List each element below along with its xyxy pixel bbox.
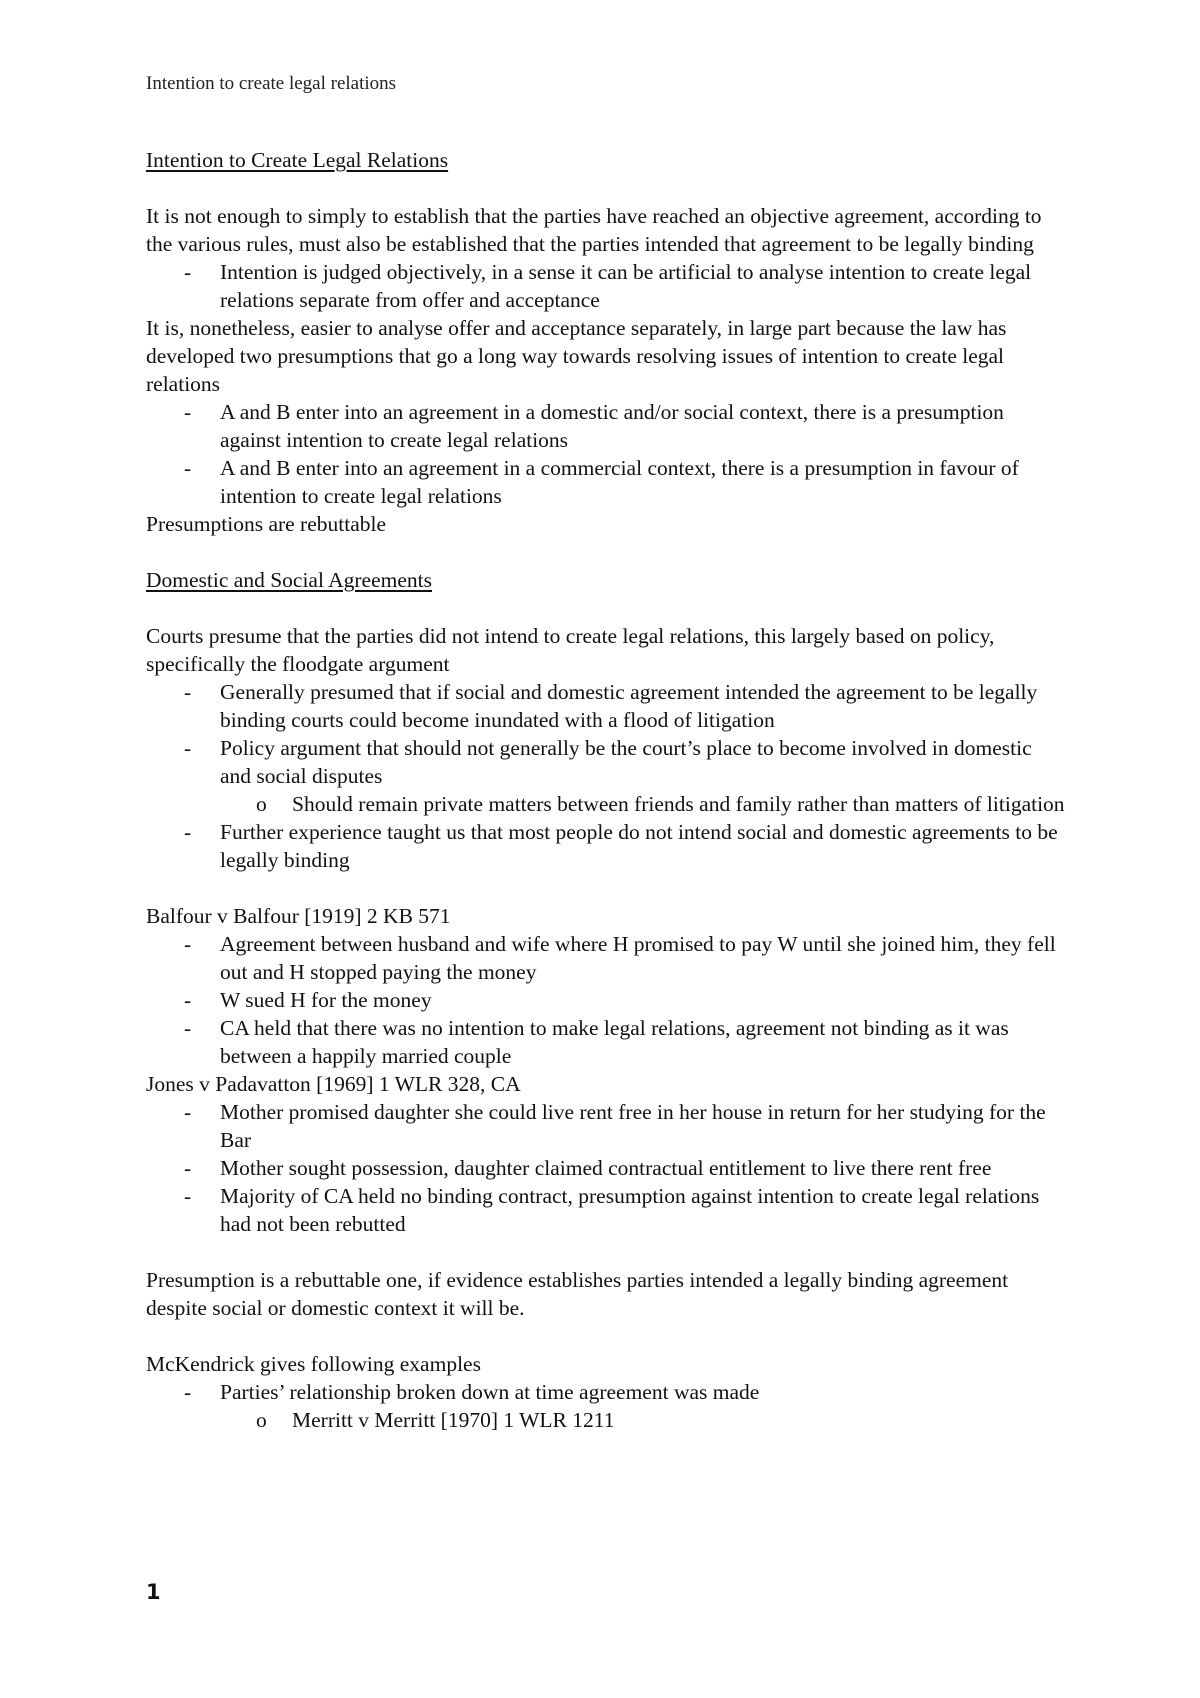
bullet-text: Intention is judged objectively, in a sense it can be artificial to analyse intention to create legal relations separate from offer and acceptance [220,260,1032,312]
bullet-item [146,398,1066,454]
bullet-item [146,1014,1066,1070]
bullet-text: A and B enter into an agreement in a domestic and/or social context, there is a presumption against intention to create legal relations [220,400,1004,452]
bullet-item [146,454,1066,510]
bullet-text: Generally presumed that if social and domestic agreement intended the agreement to be legally binding courts could become inundated with a flood of litigation [220,680,1038,732]
blank-line [146,174,1066,202]
bullet-item [146,678,1066,734]
case-title-balfour: Balfour v Balfour [1919] 2 KB 571 [146,904,451,928]
dash-marker: - [184,820,192,844]
bullet-text: W sued H for the money [220,988,432,1012]
blank-line [146,1322,1066,1350]
dash-marker: - [184,1016,192,1040]
section-heading-intention: Intention to Create Legal Relations [146,148,449,172]
bullet-text: Mother promised daughter she could live rent free in her house in return for her studying for the Bar [220,1100,1046,1152]
bullet-item [146,1182,1066,1238]
circle-marker: o [256,792,267,816]
case-title-jones: Jones v Padavatton [1969] 1 WLR 328, CA [146,1072,521,1096]
bullet-text: Agreement between husband and wife where H promised to pay W until she joined him, they fell out and H stopped paying the money [220,932,1056,984]
sub-bullet-text: Merritt v Merritt [1970] 1 WLR 1211 [292,1408,615,1432]
bullet-text: Policy argument that should not generally be the court’s place to become involved in domestic and social disputes [220,736,1032,788]
running-header: Intention to create legal relations [146,73,397,94]
bullet-item [146,1098,1066,1154]
sub-bullet-item [146,790,1066,818]
bullet-item [146,734,1066,790]
courts-presume-paragraph: Courts presume that the parties did not intend to create legal relations, this largely based on policy, specifically the floodgate argument [146,624,995,676]
bullet-item [146,1378,1066,1406]
bullet-text: CA held that there was no intention to make legal relations, agreement not binding as it was between a happily married couple [220,1016,1009,1068]
page-number: 1 [146,1580,161,1604]
bullet-text: A and B enter into an agreement in a commercial context, there is a presumption in favour of intention to create legal relations [220,456,1019,508]
bullet-item [146,930,1066,986]
page-content [146,146,1066,1434]
blank-line [146,594,1066,622]
bullet-text: Mother sought possession, daughter claimed contractual entitlement to live there rent free [220,1156,992,1180]
dash-marker: - [184,680,192,704]
bullet-item [146,986,1066,1014]
bullet-text: Further experience taught us that most people do not intend social and domestic agreements to be legally binding [220,820,1058,872]
blank-line [146,538,1066,566]
bullet-item [146,1154,1066,1182]
bullet-item [146,258,1066,314]
dash-marker: - [184,988,192,1012]
rebuttable-one-paragraph: Presumption is a rebuttable one, if evidence establishes parties intended a legally binding agreement despite social or domestic context it will be. [146,1268,1009,1320]
mckendrick-intro: McKendrick gives following examples [146,1352,481,1376]
blank-line [146,1238,1066,1266]
dash-marker: - [184,260,192,284]
blank-line [146,874,1066,902]
presumptions-paragraph: It is, nonetheless, easier to analyse offer and acceptance separately, in large part because the law has developed two presumptions that go a long way towards resolving issues of intention to create legal relations [146,316,1007,396]
dash-marker: - [184,1156,192,1180]
bullet-text: Parties’ relationship broken down at time agreement was made [220,1380,760,1404]
dash-marker: - [184,456,192,480]
bullet-item [146,818,1066,874]
dash-marker: - [184,736,192,760]
sub-bullet-text: Should remain private matters between friends and family rather than matters of litigation [292,792,1065,816]
dash-marker: - [184,1380,192,1404]
sub-bullet-item [146,1406,1066,1434]
section-heading-domestic: Domestic and Social Agreements [146,568,432,592]
rebuttable-line: Presumptions are rebuttable [146,512,387,536]
bullet-text: Majority of CA held no binding contract, presumption against intention to create legal relations had not been rebutted [220,1184,1040,1236]
dash-marker: - [184,1184,192,1208]
circle-marker: o [256,1408,267,1432]
dash-marker: - [184,1100,192,1124]
intro-paragraph: It is not enough to simply to establish that the parties have reached an objective agreement, according to the various rules, must also be established that the parties intended that agreement to be legally binding [146,204,1042,256]
dash-marker: - [184,400,192,424]
dash-marker: - [184,932,192,956]
